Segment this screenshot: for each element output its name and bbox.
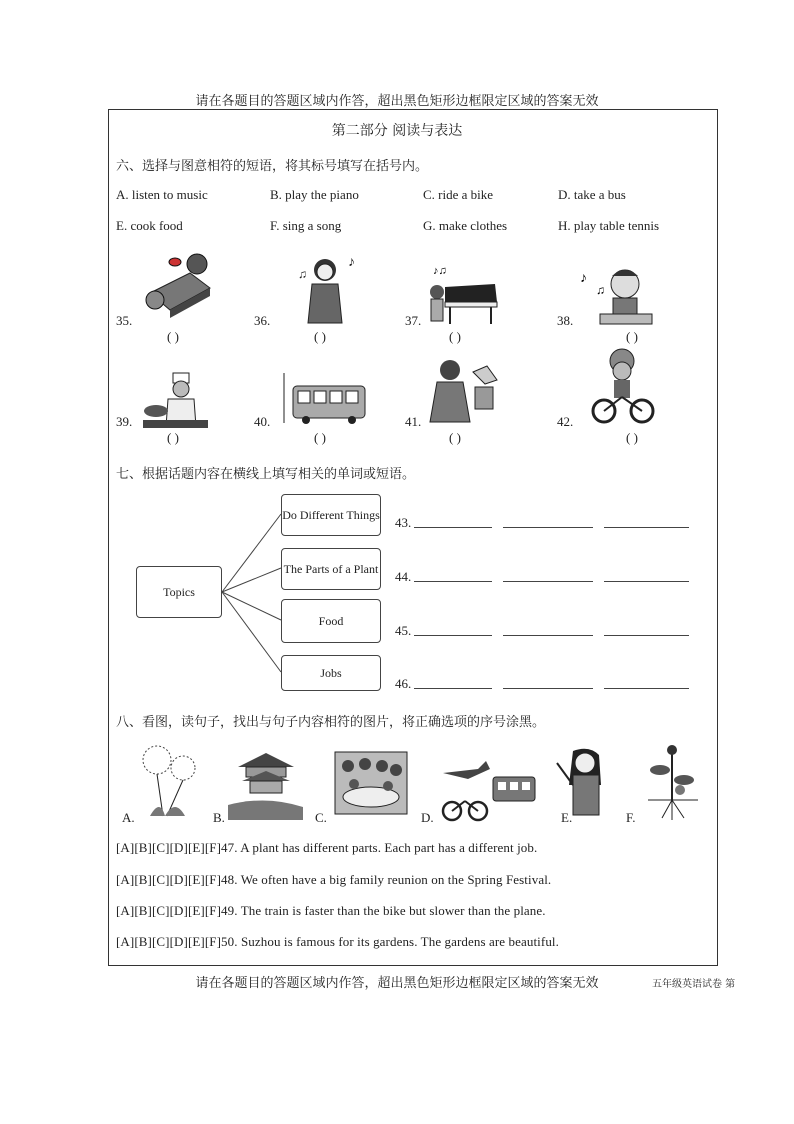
plane-train-bike-picture [438,755,538,825]
mindmap-branch-1: Do Different Things [281,494,381,536]
q44-blank-3[interactable] [604,581,689,582]
option-c: C. ride a bike [423,187,494,202]
question-48-row [116,872,551,888]
mindmap-root: Topics [136,566,222,618]
q46-blank-1[interactable] [414,688,492,689]
pic-label-e: E. [561,810,573,825]
svg-text:♪♫: ♪♫ [433,265,447,277]
option-d: D. take a bus [558,187,626,202]
q37-number: 37. [405,313,422,328]
section7-instruction: 七、根据话题内容在横线上填写相关的单词或短语。 [116,467,416,482]
svg-text:♫: ♫ [298,267,307,281]
q48-choices[interactable]: [A][B][C][D][E][F] [116,872,222,887]
q44-blank-1[interactable] [414,581,492,582]
q44-number: 44. [395,569,412,584]
q47-sentence: 47. A plant has different parts. Each part has a different job. [221,840,538,855]
plant-parts-picture [640,740,705,825]
q45-number: 45. [395,623,412,638]
q49-sentence: 49. The train is faster than the bike but slower than the plane. [221,903,546,918]
q37-answer[interactable]: ( ) [449,329,461,344]
q46-blank-3[interactable] [604,688,689,689]
q43-blank-1[interactable] [414,527,492,528]
q42-number: 42. [557,414,574,429]
option-b: B. play the piano [270,187,359,202]
pic-label-d: D. [421,810,434,825]
q41-answer[interactable]: ( ) [449,430,461,445]
q41-number: 41. [405,414,422,429]
option-f: F. sing a song [270,218,342,233]
pic-label-f: F. [626,810,636,825]
footer-page-label: 五年级英语试卷 第 [652,979,736,990]
q45-blank-1[interactable] [414,635,492,636]
pic-label-a: A. [122,810,135,825]
section8-instruction: 八、看图，读句子，找出与句子内容相符的图片，将正确选项的序号涂黑。 [116,715,546,730]
part-title: 第二部分 阅读与表达 [331,123,463,139]
option-g: G. make clothes [423,218,508,233]
mindmap-branch-3: Food [281,599,381,643]
q42-answer[interactable]: ( ) [626,430,638,445]
svg-text:♪: ♪ [348,255,355,270]
question-50-row [116,934,559,950]
svg-text:♫: ♫ [596,283,605,297]
q35-number: 35. [116,313,133,328]
q49-choices[interactable]: [A][B][C][D][E][F] [116,903,222,918]
q50-sentence: 50. Suzhou is famous for its gardens. The gardens are beautiful. [221,934,559,949]
q43-blank-3[interactable] [604,527,689,528]
option-e: E. cook food [116,218,183,233]
q43-number: 43. [395,515,412,530]
garden-picture [228,745,303,820]
pic-label-b: B. [213,810,225,825]
q38-number: 38. [557,313,574,328]
q50-choices[interactable]: [A][B][C][D][E][F] [116,934,222,949]
q46-number: 46. [395,676,412,691]
q40-number: 40. [254,414,271,429]
family-reunion-picture [330,742,412,822]
q36-answer[interactable]: ( ) [314,329,326,344]
header-notice: 请在各题目的答题区域内作答，超出黑色矩形边框限定区域的答案无效 [195,94,599,109]
q47-choices[interactable]: [A][B][C][D][E][F] [116,840,222,855]
q39-number: 39. [116,414,133,429]
q40-answer[interactable]: ( ) [314,430,326,445]
q45-blank-2[interactable] [503,635,593,636]
q35-answer[interactable]: ( ) [167,329,179,344]
svg-text:♪: ♪ [580,271,587,286]
q43-blank-2[interactable] [503,527,593,528]
option-h: H. play table tennis [558,218,660,233]
q44-blank-2[interactable] [503,581,593,582]
footer-notice: 请在各题目的答题区域内作答，超出黑色矩形边框限定区域的答案无效 [195,976,599,991]
option-a: A. listen to music [116,187,208,202]
mindmap-branch-4: Jobs [281,655,381,691]
dandelion-picture [135,738,205,823]
pic-label-c: C. [315,810,327,825]
question-47-row [116,840,537,856]
section6-instruction: 六、选择与图意相符的短语，将其标号填写在括号内。 [116,159,429,174]
q46-blank-2[interactable] [503,688,593,689]
mindmap-branch-2: The Parts of a Plant [281,548,381,590]
q48-sentence: 48. We often have a big family reunion on the Spring Festival. [221,872,552,887]
q36-number: 36. [254,313,271,328]
question-49-row [116,903,546,919]
q38-answer[interactable]: ( ) [626,329,638,344]
q45-blank-3[interactable] [604,635,689,636]
q39-answer[interactable]: ( ) [167,430,179,445]
